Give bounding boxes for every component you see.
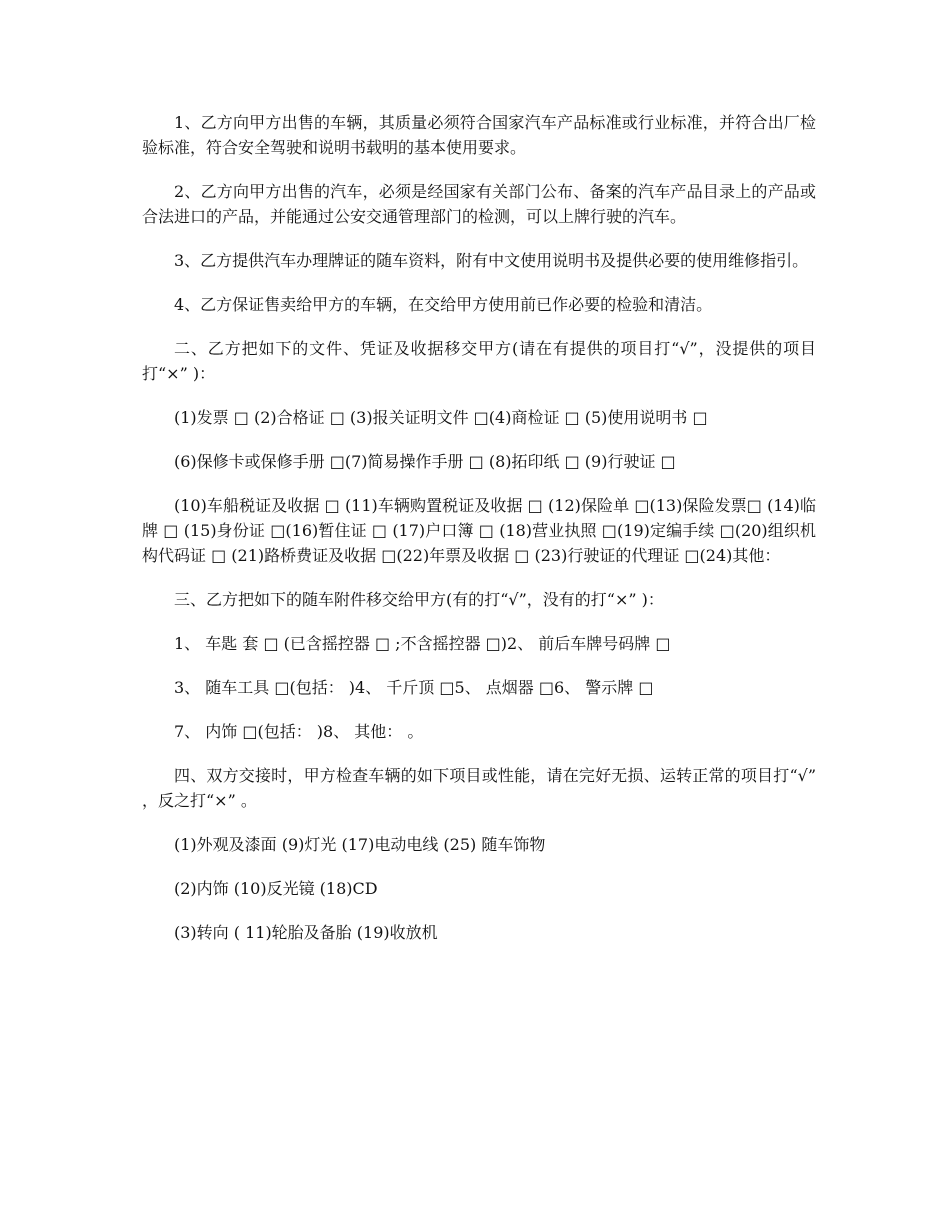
section-two-heading: 二、乙方把如下的文件、凭证及收据移交甲方(请在有提供的项目打“√”，没提供的项目打“×” )： <box>142 339 816 383</box>
documents-checklist-line-2: (6)保修卡或保修手册 □(7)简易操作手册 □ (8)拓印纸 □ (9)行驶证 □ <box>174 452 676 471</box>
accessories-checklist-line-2: 3、 随车工具 □(包括： )4、 千斤顶 □5、 点烟器 □6、 警示牌 □ <box>174 678 654 697</box>
inspection-items-line-2: (2)内饰 (10)反光镜 (18)CD <box>174 879 378 898</box>
documents-checklist-line-1: (1)发票 □ (2)合格证 □ (3)报关证明文件 □(4)商检证 □ (5)使用说明书 □ <box>174 408 708 427</box>
section-four-heading: 四、双方交接时，甲方检查车辆的如下项目或性能，请在完好无损、运转正常的项目打“√” ，反之打“×” 。 <box>142 766 816 810</box>
inspection-items-line-1: (1)外观及漆面 (9)灯光 (17)电动电线 (25) 随车饰物 <box>174 835 546 854</box>
accessories-checklist-line-1: 1、 车匙 套 □ (已含摇控器 □ ;不含摇控器 □)2、 前后车牌号码牌 □ <box>174 634 671 653</box>
accessories-checklist-line-3: 7、 内饰 □(包括： )8、 其他： 。 <box>174 722 424 741</box>
documents-checklist-line-3: (10)车船税证及收据 □ (11)车辆购置税证及收据 □ (12)保险单 □(13)保险发票□ (14)临牌 □ (15)身份证 □(16)暂住证 □ (17)户口簿 □ (18)营业执照 □(19)定编手续 □(20)组织机构代码证 □ (21)路桥费证及收据 □(22)年票及收据 □ (23)行驶证的代理证 □(24)其他： <box>142 496 816 565</box>
clause-vehicle-documents: 3、乙方提供汽车办理牌证的随车资料，附有中文使用说明书及提供必要的使用维修指引。 <box>174 251 809 270</box>
clause-inspection-cleaning: 4、乙方保证售卖给甲方的车辆，在交给甲方使用前已作必要的检验和清洁。 <box>174 295 713 314</box>
clause-product-catalog: 2、乙方向甲方出售的汽车，必须是经国家有关部门公布、备案的汽车产品目录上的产品或合法进口的产品，并能通过公安交通管理部门的检测，可以上牌行驶的汽车。 <box>142 182 816 226</box>
inspection-items-line-3: (3)转向 ( 11)轮胎及备胎 (19)收放机 <box>174 923 438 942</box>
clause-quality-standard: 1、乙方向甲方出售的车辆，其质量必须符合国家汽车产品标准或行业标准，并符合出厂检验标准，符合安全驾驶和说明书载明的基本使用要求。 <box>142 113 816 157</box>
section-three-heading: 三、乙方把如下的随车附件移交给甲方(有的打“√”，没有的打“×” )： <box>174 590 664 609</box>
document-page <box>142 110 816 964</box>
